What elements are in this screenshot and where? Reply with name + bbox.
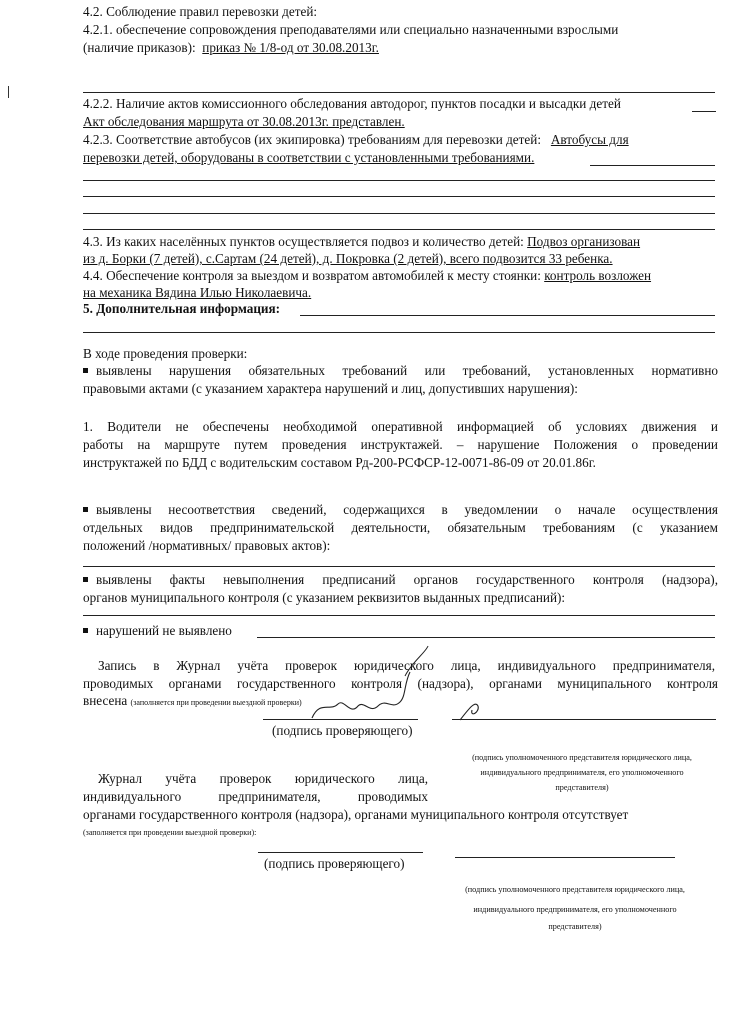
item-4-2-3-line1: [83, 131, 718, 148]
journal-absent-line3: органами государственного контроля (надзора), органами муниципального контроля отсутствует: [83, 807, 629, 822]
journal-entry-status: внесена: [83, 693, 128, 708]
item-4-3-prefix: 4.3. Из каких населённых пунктов осуществляется подвоз и количество детей:: [83, 234, 524, 249]
signatures: [300, 640, 740, 735]
representative-signature-line: [452, 719, 716, 720]
inspector-signature-line: [263, 719, 418, 720]
item-4-2-3-value: перевозки детей, оборудованы в соответствии с установленными требованиями.: [83, 150, 535, 165]
rep-caption-2-line2: индивидуального предпринимателя, его уполномоченного: [473, 905, 677, 914]
rep-caption-2-line1: (подпись уполномоченного представителя юридического лица,: [465, 885, 685, 894]
blank-line: [83, 92, 715, 93]
item-4-2-1-line1: 4.2.1. обеспечение сопровождения преподавателями или специально назначенными взрослыми: [83, 22, 619, 37]
bullet-icon: [83, 507, 88, 512]
bullet-icon: [83, 368, 88, 373]
handwritten-signature-inspector: [312, 672, 410, 718]
mismatch-bullet-line2: отдельных видов предпринимательской деятельности, обязательным требованиям (с указанием: [83, 520, 718, 535]
journal-absent-note: (заполняется при проведении выездной проверки):: [83, 828, 257, 837]
blank-line: [590, 165, 715, 166]
item-4-3-value-start: Подвоз организован: [527, 234, 641, 249]
rep-caption-line1: (подпись уполномоченного представителя юридического лица,: [472, 753, 692, 762]
item-4-2-3-prefix: 4.2.3. Соответствие автобусов (их экипировка) требованиям для перевозки детей:: [83, 132, 541, 147]
inspector-signature-caption-2: (подпись проверяющего): [264, 856, 405, 871]
bullet-icon: [83, 628, 88, 633]
blank-line: [83, 229, 715, 230]
blank-line: [83, 196, 715, 197]
violations-bullet-line2: правовыми актами (с указанием характера нарушений и лиц, допустивших нарушения):: [83, 381, 578, 396]
item-4-2-3-value-start: Автобусы для: [550, 132, 629, 147]
blank-line: [300, 315, 715, 316]
rep-caption-2-line3: представителя): [548, 922, 602, 931]
signature-flourish: [405, 646, 428, 676]
inspection-intro: В ходе проведения проверки:: [83, 346, 248, 361]
blank-line: [83, 180, 715, 181]
order-reference: приказ № 1/8-од от 30.08.2013г.: [202, 40, 379, 55]
item-4-2-2-value: Акт обследования маршрута от 30.08.2013г. представлен.: [83, 114, 405, 129]
no-violations-bullet: нарушений не выявлено: [83, 622, 718, 639]
orders-bullet-line1: выявлены факты невыполнения предписаний органов государственного контроля (надзора),: [83, 571, 718, 588]
journal-entry-note: (заполняется при проведении выездной проверки): [130, 698, 302, 707]
section-4-2-heading: 4.2. Соблюдение правил перевозки детей:: [83, 4, 318, 19]
violation-1-line1: 1. Водители не обеспечены необходимой оперативной информацией об условиях движения и: [83, 419, 718, 434]
item-4-4-value-start: контроль возложен: [544, 268, 652, 283]
blank-line: [83, 566, 715, 567]
mismatch-bullet-line1: выявлены несоответствия сведений, содержащихся в уведомлении о начале осуществления: [83, 501, 718, 518]
blank-line: [83, 332, 715, 333]
rep-caption-line3: представителя): [555, 783, 609, 792]
item-4-4-line1: [83, 267, 718, 284]
item-4-4-value: на механика Вядина Илью Николаевича.: [83, 285, 312, 300]
violation-1-line3: инструктажей по БДД с водительским составом Рд-200-РСФСР-12-0071-86-09 от 20.01.86г.: [83, 455, 596, 470]
blank-line: [83, 615, 715, 616]
violation-1-line2: работы на маршруте путем проведения инструктажей. – нарушение Положения о проведении: [83, 437, 718, 452]
representative-signature-line-2: [455, 857, 675, 858]
inspector-signature-caption: (подпись проверяющего): [272, 723, 413, 738]
item-4-2-2-line1: 4.2.2. Наличие актов комиссионного обследования автодорог, пунктов посадки и высадки детей: [83, 96, 621, 111]
handwritten-signature-representative: [460, 704, 478, 720]
inspector-signature-line-2: [258, 852, 423, 853]
item-4-4-prefix: 4.4. Обеспечение контроля за выездом и возвратом автомобилей к месту стоянки:: [83, 268, 541, 283]
orders-bullet-line2: органов муниципального контроля (с указанием реквизитов выданных предписаний):: [83, 590, 566, 605]
item-4-3-line1: [83, 233, 718, 250]
bullet-icon: [83, 577, 88, 582]
blank-line: [257, 637, 715, 638]
journal-absent-line2: индивидуального предпринимателя, проводимых: [83, 789, 428, 804]
item-4-3-value: из д. Борки (7 детей), с.Сартам (24 детей), д. Покровка (2 детей), всего подвозится 33 ребенка.: [83, 251, 613, 266]
section-5-heading: 5. Дополнительная информация:: [83, 301, 281, 316]
journal-entry-line1: Запись в Журнал учёта проверок юридического лица, индивидуального предпринимателя,: [98, 658, 715, 673]
rep-caption-line2: индивидуального предпринимателя, его уполномоченного: [480, 768, 684, 777]
item-4-2-1-line2: [83, 39, 718, 56]
journal-entry-line2: проводимых органами государственного контроля (надзора), органами муниципального контроля: [83, 676, 718, 691]
blank-line: [83, 213, 715, 214]
item-4-2-1-prefix: (наличие приказов):: [83, 40, 196, 55]
margin-mark: [8, 86, 9, 98]
journal-absent-line1: Журнал учёта проверок юридического лица,: [98, 771, 428, 786]
mismatch-bullet-line3: положений /нормативных/ правовых актов):: [83, 538, 331, 553]
violations-bullet-line1: выявлены нарушения обязательных требований или требований, установленных нормативно: [83, 362, 718, 379]
blank-line: [692, 111, 716, 112]
